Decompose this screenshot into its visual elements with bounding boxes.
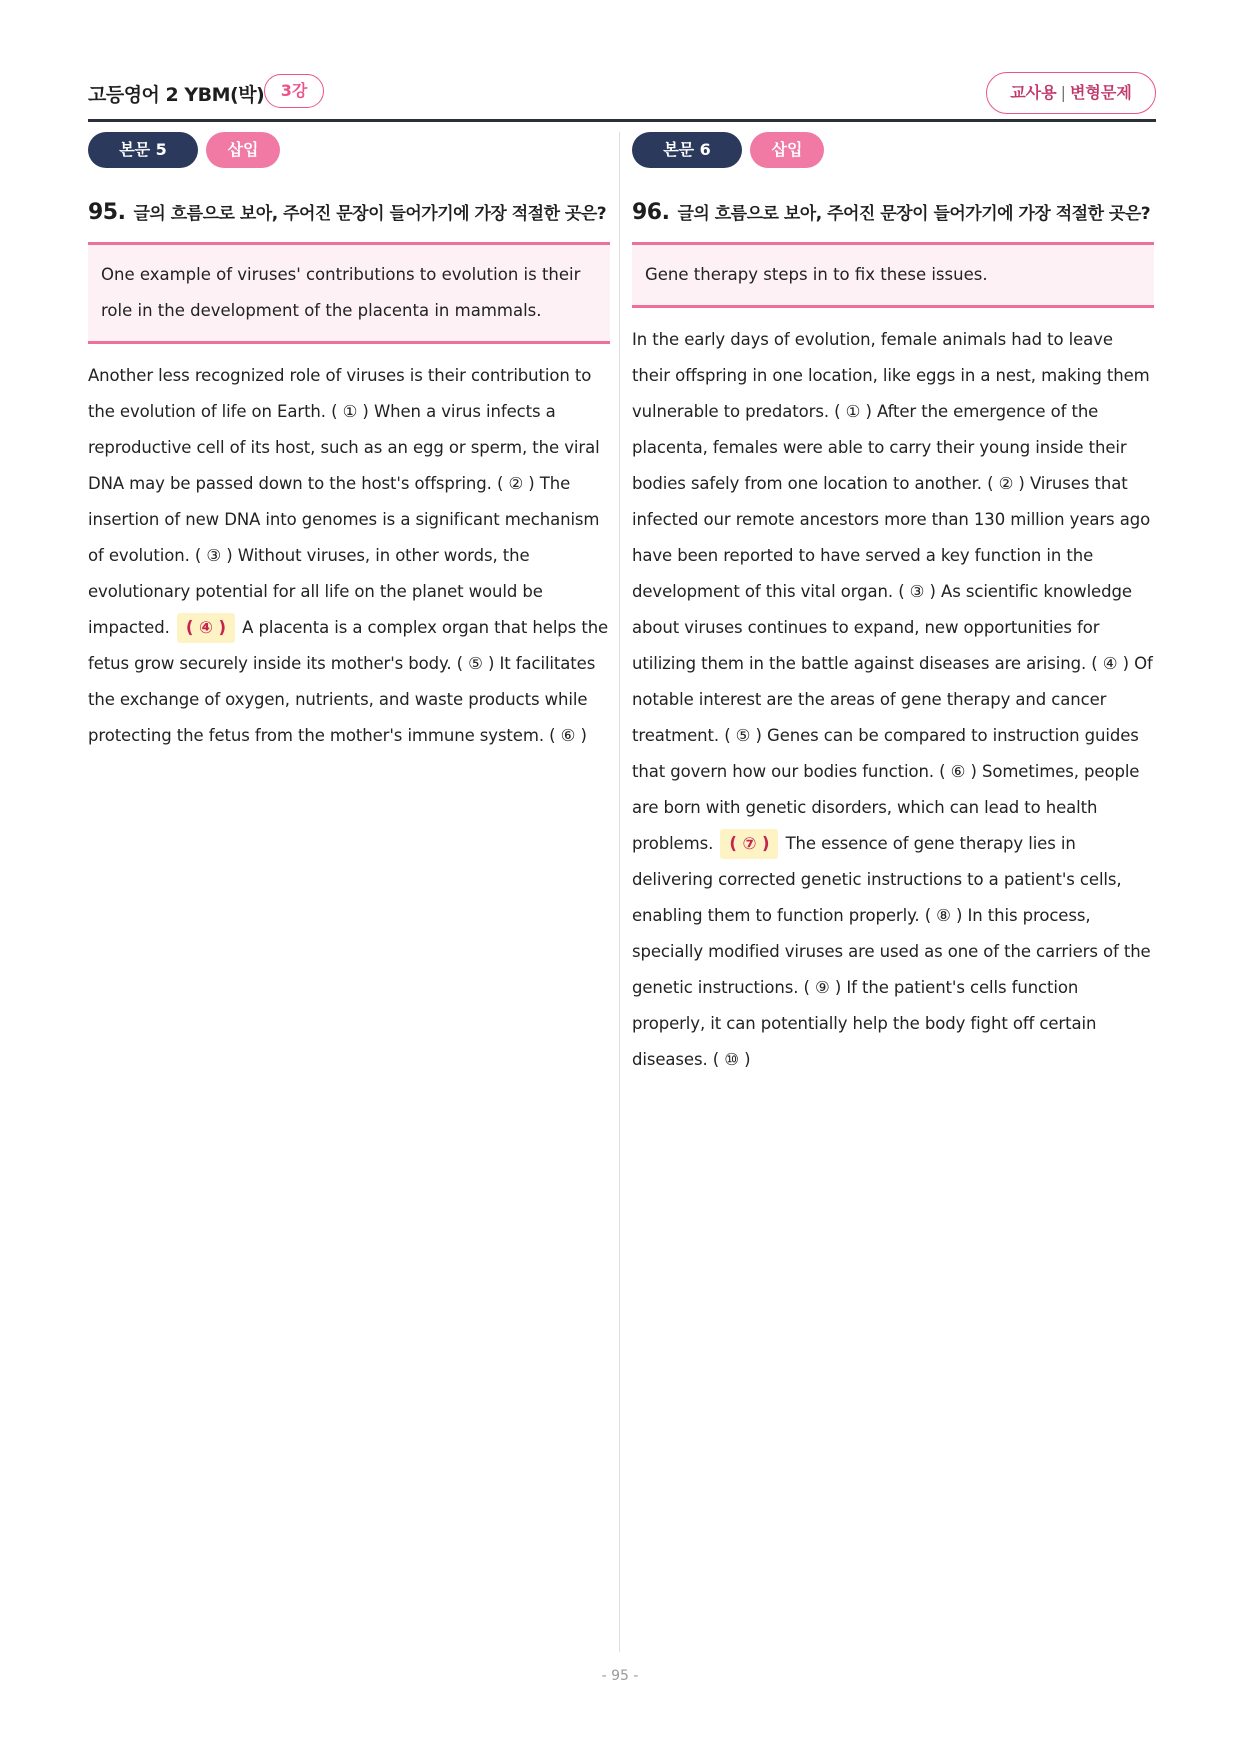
given-sentence-box: One example of viruses' contributions to evolution is their role in the development of the placenta in mammals.: [88, 242, 610, 344]
column-divider: [619, 132, 620, 1652]
passage-sentence: If the patient's cells function properly, it can potentially help the body fight off certain diseases.: [632, 978, 1097, 1069]
insertion-marker: ( ⑤ ): [724, 726, 762, 745]
question-96: [632, 132, 1154, 1078]
insertion-marker: ( ② ): [496, 474, 535, 493]
question-text: 글의 흐름으로 보아, 주어진 문장이 들어가기에 가장 적절한 곳은?: [133, 204, 607, 224]
insertion-marker: ( ③ ): [194, 546, 233, 565]
question-number: 96.: [632, 200, 670, 225]
question-number: 95.: [88, 200, 126, 225]
page-header: [88, 72, 1156, 120]
variant-label: 변형문제: [1069, 83, 1132, 102]
question-95: [88, 132, 610, 754]
insertion-marker: ( ④ ): [1091, 654, 1129, 673]
passage-sentence: In this process, specially modified viruses are used as one of the carriers of the genetic instructions.: [632, 906, 1151, 997]
insertion-marker: ( ② ): [987, 474, 1025, 493]
insertion-marker: ( ④ ): [177, 613, 235, 643]
badge-separator: |: [1060, 83, 1066, 102]
edition-badge: [986, 72, 1156, 114]
given-sentence-box: Gene therapy steps in to fix these issues.: [632, 242, 1154, 308]
passage-sentence: The essence of gene therapy lies in delivering corrected genetic instructions to a patient's cells, enabling them to function properly.: [632, 834, 1122, 925]
teacher-label: 교사용: [1010, 83, 1057, 102]
question-title: [632, 196, 1154, 231]
header-rule: [88, 119, 1156, 122]
insertion-marker: ( ⑤ ): [456, 654, 495, 673]
insertion-marker: ( ⑥ ): [549, 726, 587, 745]
passage-text: [88, 358, 610, 754]
passage-sentence: Genes can be compared to instruction guides that govern how our bodies function.: [632, 726, 1139, 781]
passage-sentence: Another less recognized role of viruses is their contribution to the evolution of life on Earth.: [88, 366, 592, 421]
passage-sentence: When a virus infects a reproductive cell of its host, such as an egg or sperm, the viral DNA may be passed down to the host's offspring.: [88, 402, 600, 493]
question-text: 글의 흐름으로 보아, 주어진 문장이 들어가기에 가장 적절한 곳은?: [677, 204, 1151, 224]
passage-sentence: It facilitates the exchange of oxygen, nutrients, and waste products while protecting the fetus from the mother's immune system.: [88, 654, 596, 745]
lesson-badge: 3강: [264, 74, 324, 108]
question-title: [88, 196, 610, 231]
passage-sentence: A placenta is a complex organ that helps the fetus grow securely inside its mother's body.: [88, 618, 609, 673]
book-title: 고등영어 2 YBM(박): [88, 84, 265, 106]
insertion-marker: ( ⑦ ): [720, 829, 778, 859]
question-tags: [88, 132, 610, 168]
passage-sentence: The insertion of new DNA into genomes is a significant mechanism of evolution.: [88, 474, 600, 565]
insertion-marker: ( ① ): [834, 402, 872, 421]
insertion-marker: ( ⑩ ): [712, 1050, 751, 1069]
insertion-marker: ( ⑧ ): [924, 906, 963, 925]
type-tag: 삽입: [206, 132, 280, 168]
passage-tag: 본문 6: [632, 132, 742, 168]
passage-sentence: Without viruses, in other words, the evolutionary potential for all life on the planet would be impacted.: [88, 546, 543, 637]
passage-sentence: In the early days of evolution, female animals had to leave their offspring in one location, like eggs in a nest, making them vulnerable to predators.: [632, 330, 1150, 421]
passage-sentence: After the emergence of the placenta, females were able to carry their young inside their bodies safely from one location to another.: [632, 402, 1127, 493]
insertion-marker: ( ① ): [331, 402, 369, 421]
passage-sentence: As scientific knowledge about viruses continues to expand, new opportunities for utilizing them in the battle against diseases are arising.: [632, 582, 1132, 673]
page-number: - 95 -: [601, 1668, 639, 1684]
type-tag: 삽입: [750, 132, 824, 168]
insertion-marker: ( ③ ): [898, 582, 936, 601]
insertion-marker: ( ⑨ ): [803, 978, 842, 997]
passage-sentence: Sometimes, people are born with genetic disorders, which can lead to health problems.: [632, 762, 1140, 853]
passage-tag: 본문 5: [88, 132, 198, 168]
insertion-marker: ( ⑥ ): [939, 762, 977, 781]
question-tags: [632, 132, 1154, 168]
passage-sentence: Viruses that infected our remote ancestors more than 130 million years ago have been reported to have served a key function in the development of this vital organ.: [632, 474, 1151, 601]
passage-text: [632, 322, 1154, 1078]
passage-sentence: Of notable interest are the areas of gene therapy and cancer treatment.: [632, 654, 1153, 745]
